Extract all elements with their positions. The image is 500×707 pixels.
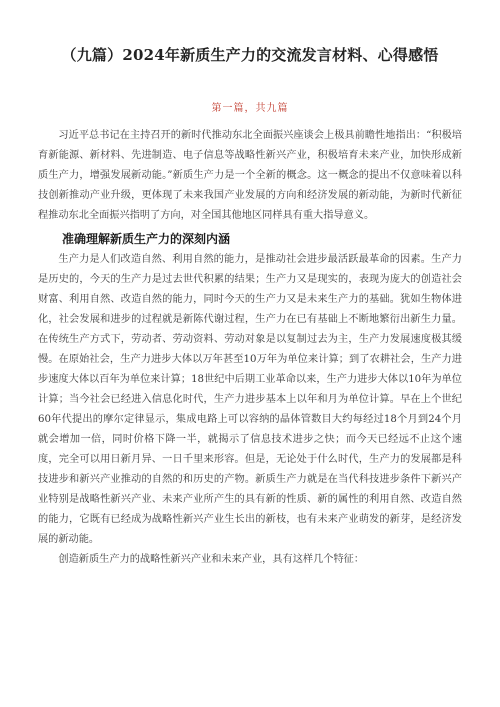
body-paragraph: 生产力是人们改造自然、利用自然的能力，是推动社会进步最活跃最革命的因素。生产力是历史的，今天的生产力是过去世代积累的结果；生产力又是现实的，表现为庞大的创造社会财富、利用自然、改造自然的能力，同时今天的生产力又是未来生产力的基础。犹如生物体进化，社会发展和进步的过程就是新陈代谢过程，生产力在已有基础上不断地繁衍出新生力量。在传统生产方式下，劳动者、劳动资料、劳动对象是以复制过去为主，生产力发展速度极其缓慢。在原始社会，生产力进步大体以万年甚至10万年为单位来计算；到了农耕社会，生产力进步速度大体以百年为单位来计算；18世纪中后期工业革命以来，生产力进步大体以10年为单位计算；当今社会已经进入信息化时代，生产力进步基本上以年和月为单位计算。早在上个世纪60年代提出的摩尔定律显示，集成电路上可以容纳的晶体管数目大约每经过18个月到24个月就会增加一倍，同时价格下降一半，就揭示了信息技术进步之快；而今天已经远不止这个速度，完全可以用日新月异、一日千里来形容。但是，无论处于什么时代，生产力的发展都是科技进步和新兴产业推动的自然的和历史的产物。新质生产力就是在当代科技进步条件下新兴产业特别是战略性新兴产业、未来产业所产生的具有新的性质、新的属性的利用自然、改造自然的能力，它既有已经成为战略性新兴产业生长出的新枝，也有未来产业萌发的新芽，是经济发展的新动能。 <box>38 254 462 545</box>
document-title: （九篇）2024年新质生产力的交流发言材料、心得感悟 <box>61 46 439 64</box>
body-paragraph-closing: 创造新质生产力的战略性新兴产业和未来产业，具有这样几个特征： <box>58 554 365 565</box>
section-label: 第一篇，共九篇 <box>211 103 289 114</box>
section-heading: 准确理解新质生产力的深刻内涵 <box>62 232 231 246</box>
intro-paragraph: 习近平总书记在主持召开的新时代推动东北全面振兴座谈会上极具前瞻性地指出：“积极培育新能源、新材料、先进制造、电子信息等战略性新兴产业，积极培育未来产业，加快形成新质生产力，增强发展新动能。”新质生产力是一个全新的概念。这一概念的提出不仅意味着以科技创新推动产业升级，更体现了未来我国产业发展的方向和经济发展的新动能，为新时代新征程推动东北全面振兴指明了方向，对全国其他地区同样具有重大指导意义。 <box>38 130 462 221</box>
